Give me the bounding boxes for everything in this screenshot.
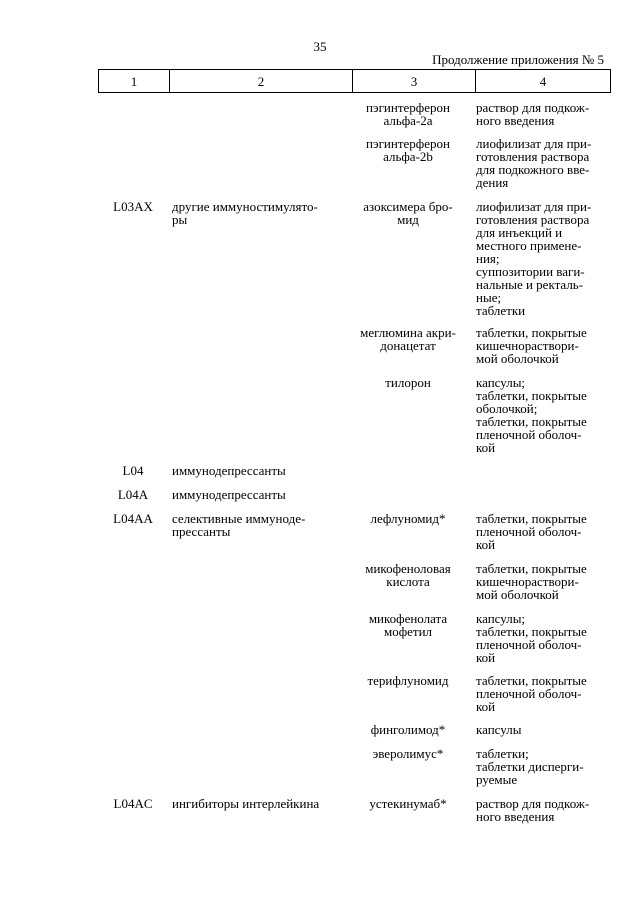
dosage-form: раствор для подкож- ного введения (476, 796, 590, 824)
dosage-form: лиофилизат для при- готовления раствора для инъекций и местного примене- ния; суппозитории ваги- нальные и ректаль- ные; таблетки (476, 199, 592, 318)
page-number: 35 (313, 39, 327, 54)
group-name: другие иммуностимулято- ры (172, 199, 318, 227)
dosage-form: капсулы; таблетки, покрытые пленочной оболоч- кой (476, 611, 587, 665)
group-name: иммунодепрессанты (172, 487, 286, 502)
continuation-note: Продолжение приложения № 5 (432, 52, 604, 67)
column-header-3: 3 (353, 70, 476, 93)
atc-code: L03AX (113, 199, 153, 214)
dosage-form: таблетки, покрытые пленочной оболоч- кой (476, 511, 587, 552)
group-name: селективные иммуноде- прессанты (172, 511, 306, 539)
atc-code: L04AC (113, 796, 153, 811)
drug-name: пэгинтерферон альфа-2b (366, 136, 450, 164)
dosage-form: капсулы; таблетки, покрытые оболочкой; таблетки, покрытые пленочной оболоч- кой (476, 375, 587, 455)
column-header-1: 1 (99, 70, 170, 93)
drug-name: микофеноловая кислота (365, 561, 451, 589)
dosage-form: раствор для подкож- ного введения (476, 100, 590, 128)
drug-name: устекинумаб* (369, 796, 447, 811)
group-name: иммунодепрессанты (172, 463, 286, 478)
drug-name: тилорон (385, 375, 431, 390)
atc-code: L04AA (113, 511, 153, 526)
drug-name: микофенолата мофетил (368, 611, 448, 639)
drug-name: меглюмина акри- донацетат (360, 325, 456, 353)
dosage-form: таблетки, покрытые кишечнораствори- мой оболочкой (476, 325, 587, 366)
atc-code: L04A (117, 487, 149, 502)
group-name: ингибиторы интерлейкина (172, 796, 320, 811)
atc-code: L04 (122, 463, 144, 478)
dosage-form: таблетки, покрытые кишечнораствори- мой оболочкой (476, 561, 587, 602)
drug-name: пэгинтерферон альфа-2a (366, 100, 450, 128)
dosage-form: капсулы (476, 722, 522, 737)
column-header-2: 2 (170, 70, 353, 93)
dosage-form: таблетки; таблетки дисперги- руемые (476, 746, 584, 787)
dosage-form: таблетки, покрытые пленочной оболоч- кой (476, 673, 587, 714)
drug-name: лефлуномид* (370, 511, 446, 526)
drug-name: эверолимус* (372, 746, 444, 761)
drug-name: финголимод* (370, 722, 446, 737)
column-header-4: 4 (476, 70, 611, 93)
drug-name: азоксимера бро- мид (363, 199, 453, 227)
column-header-table (98, 69, 611, 93)
dosage-form: лиофилизат для при- готовления раствора для подкожного вве- дения (476, 136, 592, 190)
drug-name: терифлуномид (367, 673, 449, 688)
